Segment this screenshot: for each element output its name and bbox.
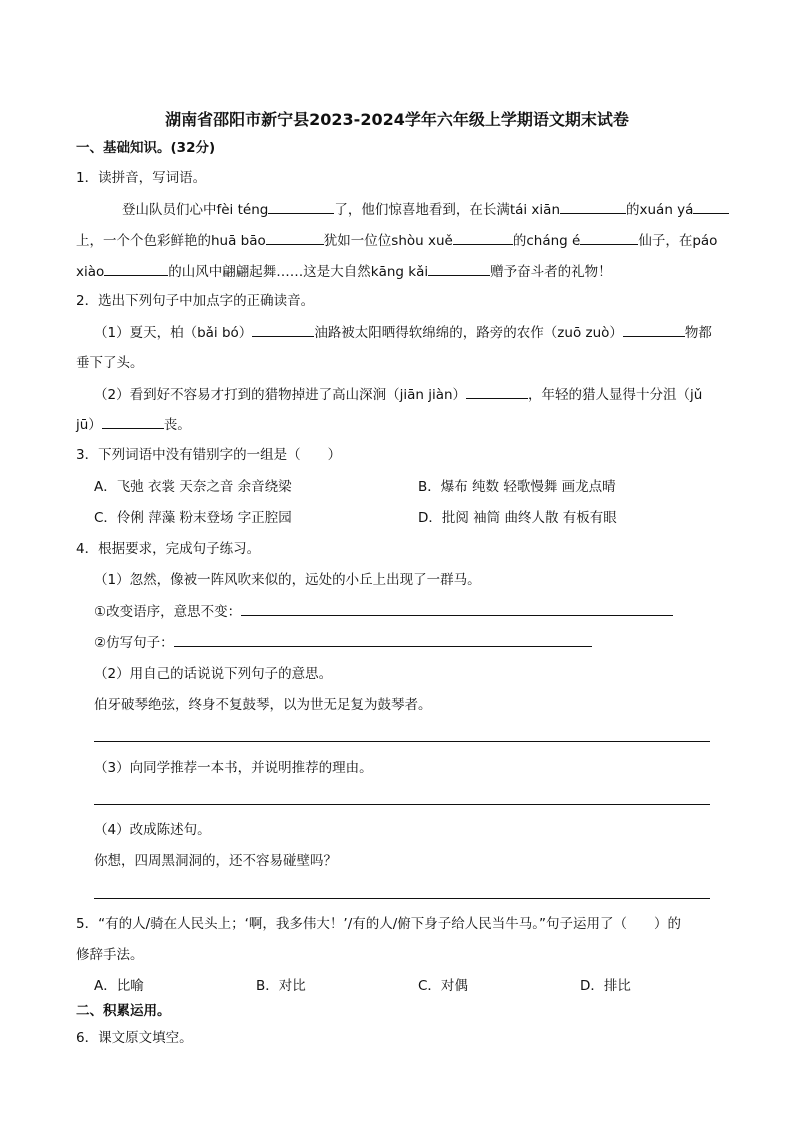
question-1-line-1 — [122, 200, 729, 219]
answer-line[interactable] — [94, 804, 710, 805]
answer-blank[interactable] — [580, 231, 638, 245]
text: 物都 — [684, 325, 712, 341]
question-5-stem: 5．“有的人/骑在人民头上；‘啊，我多伟大！’/有的人/俯下身子给人民当牛马。”句子运用了（ ）的 — [76, 916, 682, 932]
question-4-part-2-sentence: 伯牙破琴绝弦，终身不复鼓琴，以为世无足复为鼓琴者。 — [94, 697, 432, 713]
page-title: 湖南省邵阳市新宁县2023-2024学年六年级上学期语文期末试卷 — [165, 110, 629, 129]
text: 丧。 — [163, 417, 191, 433]
text: 赠予奋斗者的礼物！ — [490, 264, 612, 280]
text: 登山队员们心中fèi téng — [122, 202, 269, 218]
text: （1）夏天，柏（bǎi bó） — [94, 325, 253, 341]
question-2-stem: 2．选出下列句子中加点字的正确读音。 — [76, 293, 315, 309]
answer-blank[interactable] — [174, 633, 592, 647]
answer-line[interactable] — [94, 898, 710, 899]
text: 的cháng é — [512, 233, 581, 249]
question-1-line-2 — [76, 231, 717, 250]
question-4-part-4-sentence: 你想，四周黑洞洞的，还不容易碰壁吗？ — [94, 853, 337, 869]
option-b[interactable]: B．爆布 纯数 轻歌慢舞 画龙点晴 — [418, 479, 616, 495]
question-1-line-3 — [76, 262, 612, 281]
question-4-part-2: （2）用自己的话说说下列句子的意思。 — [94, 666, 333, 682]
text: ，年轻的猎人显得十分沮（jǔ — [528, 387, 703, 403]
text: xiào — [76, 264, 105, 280]
question-4-part-1a — [94, 602, 673, 621]
question-4-part-3: （3）向同学推荐一本书，并说明推荐的理由。 — [94, 760, 373, 776]
option-b[interactable]: B．对比 — [256, 978, 306, 994]
question-3-stem: 3．下列词语中没有错别字的一组是（ ） — [76, 447, 342, 463]
answer-blank[interactable] — [466, 385, 528, 399]
answer-blank[interactable] — [252, 323, 314, 337]
text: 了，他们惊喜地看到，在长满tái xiān — [334, 202, 561, 218]
question-4-part-1b — [94, 633, 592, 652]
text: ①改变语序，意思不变： — [94, 604, 242, 620]
text: 油路被太阳晒得软绵绵的，路旁的农作（zuō zuò） — [314, 325, 623, 341]
answer-blank[interactable] — [453, 231, 513, 245]
answer-blank[interactable] — [623, 323, 685, 337]
answer-blank[interactable] — [241, 602, 673, 616]
answer-blank[interactable] — [560, 200, 626, 214]
question-4-part-4: （4）改成陈述句。 — [94, 822, 211, 838]
question-2-sentence-2-cont — [76, 415, 191, 434]
option-d[interactable]: D．排比 — [580, 978, 631, 994]
text: 的xuán yá — [626, 202, 694, 218]
question-2-sentence-1 — [94, 323, 712, 342]
option-c[interactable]: C．伶俐 萍藻 粉末登场 字正腔园 — [94, 510, 292, 526]
section-heading-accumulation: 二、积累运用。 — [76, 1003, 171, 1019]
text: 仙子，在páo — [638, 233, 718, 249]
option-d[interactable]: D．批阅 袖筒 曲终人散 有板有眼 — [418, 510, 617, 526]
question-4-part-1: （1）忽然，像被一阵风吹来似的，远处的小丘上出现了一群马。 — [94, 572, 481, 588]
answer-blank[interactable] — [428, 262, 490, 276]
question-2-sentence-1-cont: 垂下了头。 — [76, 355, 144, 371]
section-heading-basics: 一、基础知识。(32分) — [76, 140, 216, 156]
text: 上，一个个色彩鲜艳的huā bāo — [76, 233, 266, 249]
question-6-stem: 6．课文原文填空。 — [76, 1030, 193, 1046]
answer-blank[interactable] — [102, 415, 164, 429]
answer-blank[interactable] — [693, 200, 729, 214]
answer-line[interactable] — [94, 741, 710, 742]
question-1-stem: 1．读拼音，写词语。 — [76, 170, 207, 186]
question-5-stem-cont: 修辞手法。 — [76, 947, 144, 963]
option-a[interactable]: A．比喻 — [94, 978, 144, 994]
answer-blank[interactable] — [104, 262, 168, 276]
text: （2）看到好不容易才打到的猎物掉进了高山深涧（jiān jiàn） — [94, 387, 467, 403]
question-4-stem: 4．根据要求，完成句子练习。 — [76, 541, 261, 557]
text: jū） — [76, 417, 102, 433]
text: ②仿写句子： — [94, 635, 174, 651]
text: 的山风中翩翩起舞……这是大自然kāng kǎi — [168, 264, 429, 280]
answer-blank[interactable] — [268, 200, 334, 214]
text: 犹如一位位shòu xuě — [323, 233, 453, 249]
question-2-sentence-2 — [94, 385, 702, 404]
option-a[interactable]: A．飞弛 衣裳 天奈之音 余音绕梁 — [94, 479, 292, 495]
answer-blank[interactable] — [266, 231, 324, 245]
option-c[interactable]: C．对偶 — [418, 978, 468, 994]
